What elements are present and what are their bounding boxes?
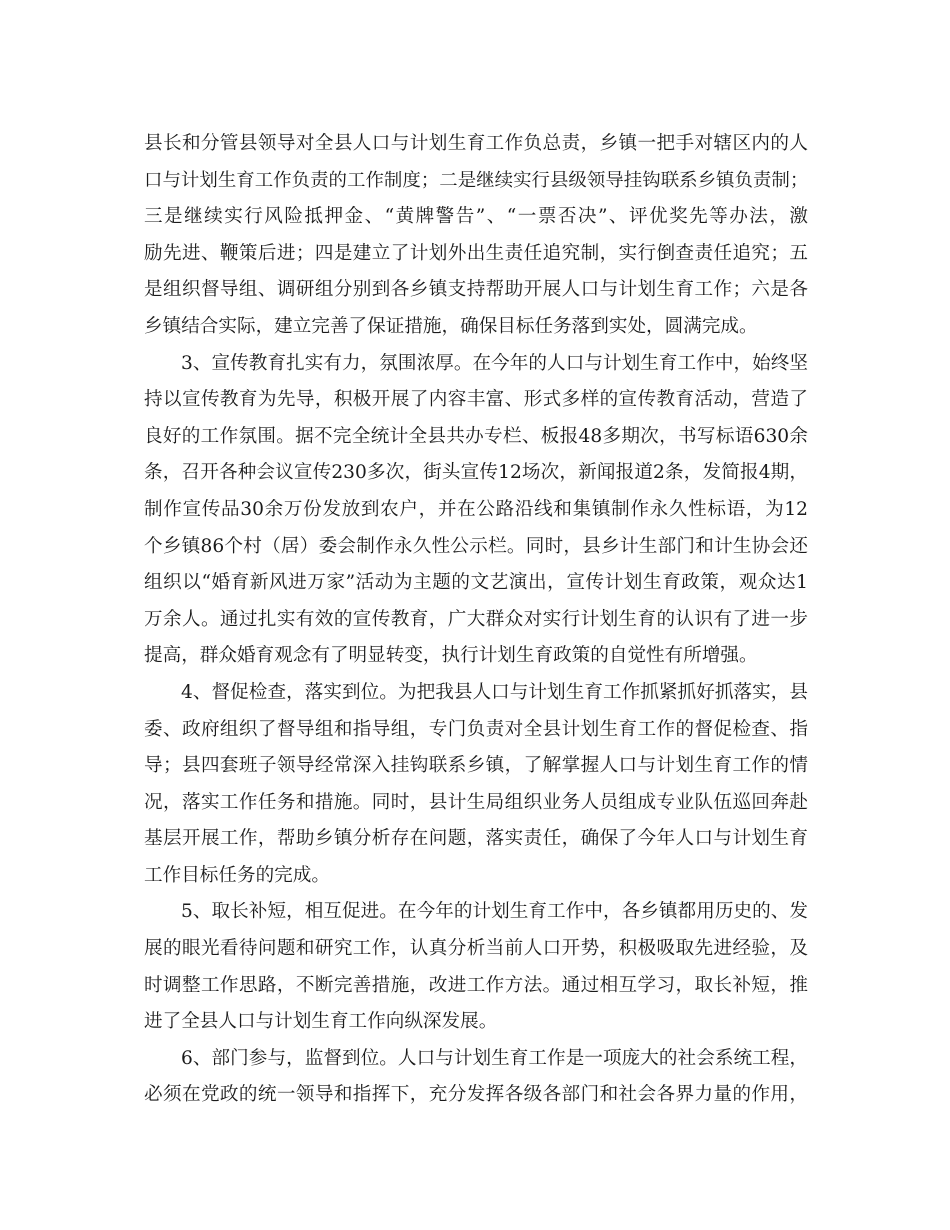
paragraph-line: 三是继续实行风险抵押金、“黄牌警告”、“一票否决”、评优奖先等办法，激 <box>144 206 808 228</box>
paragraph-line: 导；县四套班子领导经常深入挂钩联系乡镇，了解掌握人口与计划生育工作的情 <box>144 755 808 777</box>
paragraph-line: 工作目标任务的完成。 <box>144 864 330 886</box>
paragraph-line: 良好的工作氛围。据不完全统计全县共办专栏、板报48多期次，书写标语630余 <box>144 425 808 447</box>
paragraph-line: 提高，群众婚育观念有了明显转变，执行计划生育政策的自觉性有所增强。 <box>144 645 758 667</box>
paragraph-line: 持以宣传教育为先导，积极开展了内容丰富、形式多样的宣传教育活动，营造了 <box>144 389 808 411</box>
paragraph-line: 乡镇结合实际，建立完善了保证措施，确保目标任务落到实处，圆满完成。 <box>144 315 758 337</box>
paragraph-line: 6、部门参与，监督到位。人口与计划生育工作是一项庞大的社会系统工程， <box>181 1047 808 1069</box>
paragraph-line: 个乡镇86个村（居）委会制作永久性公示栏。同时，县乡计生部门和计生协会还 <box>144 535 808 557</box>
paragraph-line: 进了全县人口与计划生育工作向纵深发展。 <box>144 1011 498 1033</box>
paragraph-line: 励先进、鞭策后进；四是建立了计划外出生责任追究制，实行倒查责任追究；五 <box>144 242 808 264</box>
paragraph-line: 时调整工作思路，不断完善措施，改进工作方法。通过相互学习，取长补短，推 <box>144 974 808 996</box>
paragraph-line: 万余人。通过扎实有效的宣传教育，广大群众对实行计划生育的认识有了进一步 <box>144 608 808 630</box>
paragraph-line: 必须在党政的统一领导和指挥下，充分发挥各级各部门和社会各界力量的作用， <box>144 1084 808 1106</box>
paragraph-line: 条，召开各种会议宣传230多次，街头宣传12场次，新闻报道2条，发简报4期， <box>144 462 808 484</box>
paragraph-line: 是组织督导组、调研组分别到各乡镇支持帮助开展人口与计划生育工作；六是各 <box>144 279 808 301</box>
paragraph-line: 委、政府组织了督导组和指导组，专门负责对全县计划生育工作的督促检查、指 <box>144 718 808 740</box>
paragraph-line: 3、宣传教育扎实有力，氛围浓厚。在今年的人口与计划生育工作中，始终坚 <box>181 352 808 374</box>
paragraph-line: 况，落实工作任务和措施。同时，县计生局组织业务人员组成专业队伍巡回奔赴 <box>144 791 808 813</box>
paragraph-line: 制作宣传品30余万份发放到农户，并在公路沿线和集镇制作永久性标语，为12 <box>144 498 808 520</box>
paragraph-supervision <box>144 675 808 895</box>
document-body <box>144 126 808 1114</box>
paragraph-mutual-learning <box>144 894 808 1040</box>
paragraph-line: 组织以“婚育新风进万家”活动为主题的文艺演出，宣传计划生育政策，观众达1 <box>144 572 808 594</box>
paragraph-line: 5、取长补短，相互促进。在今年的计划生育工作中，各乡镇都用历史的、发 <box>181 901 808 923</box>
paragraph-continuation <box>144 126 808 346</box>
paragraph-department-participation <box>144 1041 808 1114</box>
paragraph-line: 展的眼光看待问题和研究工作，认真分析当前人口开势，积极吸取先进经验，及 <box>144 938 808 960</box>
paragraph-line: 4、督促检查，落实到位。为把我县人口与计划生育工作抓紧抓好抓落实，县 <box>181 681 808 703</box>
paragraph-line: 口与计划生育工作负责的工作制度；二是继续实行县级领导挂钩联系乡镇负责制； <box>144 169 809 191</box>
paragraph-line: 县长和分管县领导对全县人口与计划生育工作负总责，乡镇一把手对辖区内的人 <box>144 133 808 154</box>
paragraph-publicity-education <box>144 346 808 675</box>
paragraph-line: 基层开展工作，帮助乡镇分析存在问题，落实责任，确保了今年人口与计划生育 <box>144 828 808 850</box>
